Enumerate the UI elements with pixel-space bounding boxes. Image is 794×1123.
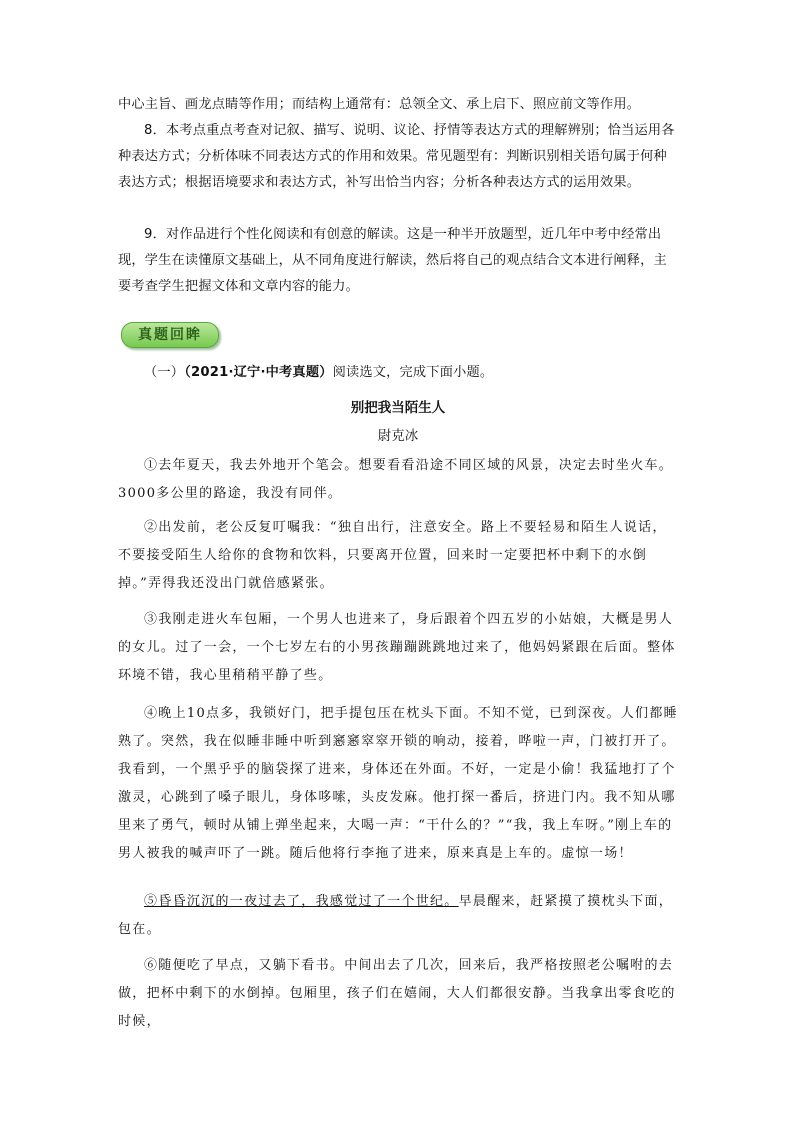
question-number: （一）: [144, 365, 185, 380]
article-paragraph-6: ⑥随便吃了早点，又躺下看书。中间出去了几次，回来后，我严格按照老公嘱咐的去做，把杯中剩下的水倒掉。包厢里，孩子们在嬉闹，大人们都很安静。当我拿出零食吃的时候，: [118, 958, 676, 1029]
article-paragraph-5: [118, 888, 678, 944]
section-badge-label: 真题回眸: [138, 327, 202, 343]
article-title: 别把我当陌生人: [350, 400, 446, 416]
article-paragraph-2: ②出发前，老公反复叮嘱我：“独自出行，注意安全。路上不要轻易和陌生人说话，不要接受陌生人给你的食物和饮料，只要离开位置，回来时一定要把杯中剩下的水倒掉。”弄得我还没出门就倍感紧张。: [118, 520, 667, 591]
paragraph-intro-end: 中心主旨、画龙点睛等作用；而结构上通常有：总领全文、承上启下、照应前文等作用。: [118, 97, 641, 112]
article-paragraph-4: ④晚上10点多，我锁好门，把手提包压在枕头下面。不知不觉，已到深夜。人们都睡熟了。突然，我在似睡非睡中听到窸窸窣窣开锁的响动，接着，哗啦一声，门被打开了。我看到，一个黑乎乎的脑袋探了进来，身体还在外面。不好，一定是小偷！我猛地打了个激灵，心跳到了嗓子眼儿，身体哆嗦，头皮发麻。他打探一番后，挤进门内。我不知从哪里来了勇气，顿时从铺上弹坐起来，大喝一声：“干什么的？”“我，我上车呀。”刚上车的男人被我的喊声吓了一跳。随后他将行李拖了进来，原来真是上车的。虚惊一场！: [118, 706, 678, 861]
article-paragraph-3: ③我刚走进火车包厢，一个男人也进来了，身后跟着个四五岁的小姑娘，大概是男人的女儿。过了一会，一个七岁左右的小男孩蹦蹦跳跳地过来了，他妈妈紧跟在后面。整体环境不错，我心里稍稍平静了些。: [118, 612, 676, 683]
underlined-sentence: ⑤昏昏沉沉的一夜过去了，我感觉过了一个世纪。: [144, 894, 459, 909]
paragraph-point-8: 8．本考点重点考查对记叙、描写、说明、议论、抒情等表达方式的理解辨别；恰当运用各种表达方式；分析体味不同表达方式的作用和效果。常见题型有：判断识别相关语句属于何种表达方式；根据语境要求和表达方式，补写出恰当内容；分析各种表达方式的运用效果。: [118, 123, 675, 190]
question-intro: [118, 360, 678, 386]
question-source: （2021·辽宁·中考真题）: [184, 365, 333, 380]
paragraph-point-9: 9．对作品进行个性化阅读和有创意的解读。这是一种半开放题型，近几年中考中经常出现，学生在读懂原文基础上，从不同角度进行解读，然后将自己的观点结合文本进行阐释，主要考查学生把握文体和文章内容的能力。: [118, 227, 667, 294]
article-paragraph-1: ①去年夏天，我去外地开个笔会。想要看看沿途不同区域的风景，决定去时坐火车。3000多公里的路途，我没有同伴。: [118, 458, 674, 501]
paragraph-5-rest: 早晨醒来，赶紧摸了摸枕头下面，包在。: [118, 894, 674, 937]
section-badge: [121, 322, 219, 348]
question-instruction: 阅读选文，完成下面小题。: [332, 365, 494, 380]
article-author: 尉克冰: [377, 428, 419, 444]
